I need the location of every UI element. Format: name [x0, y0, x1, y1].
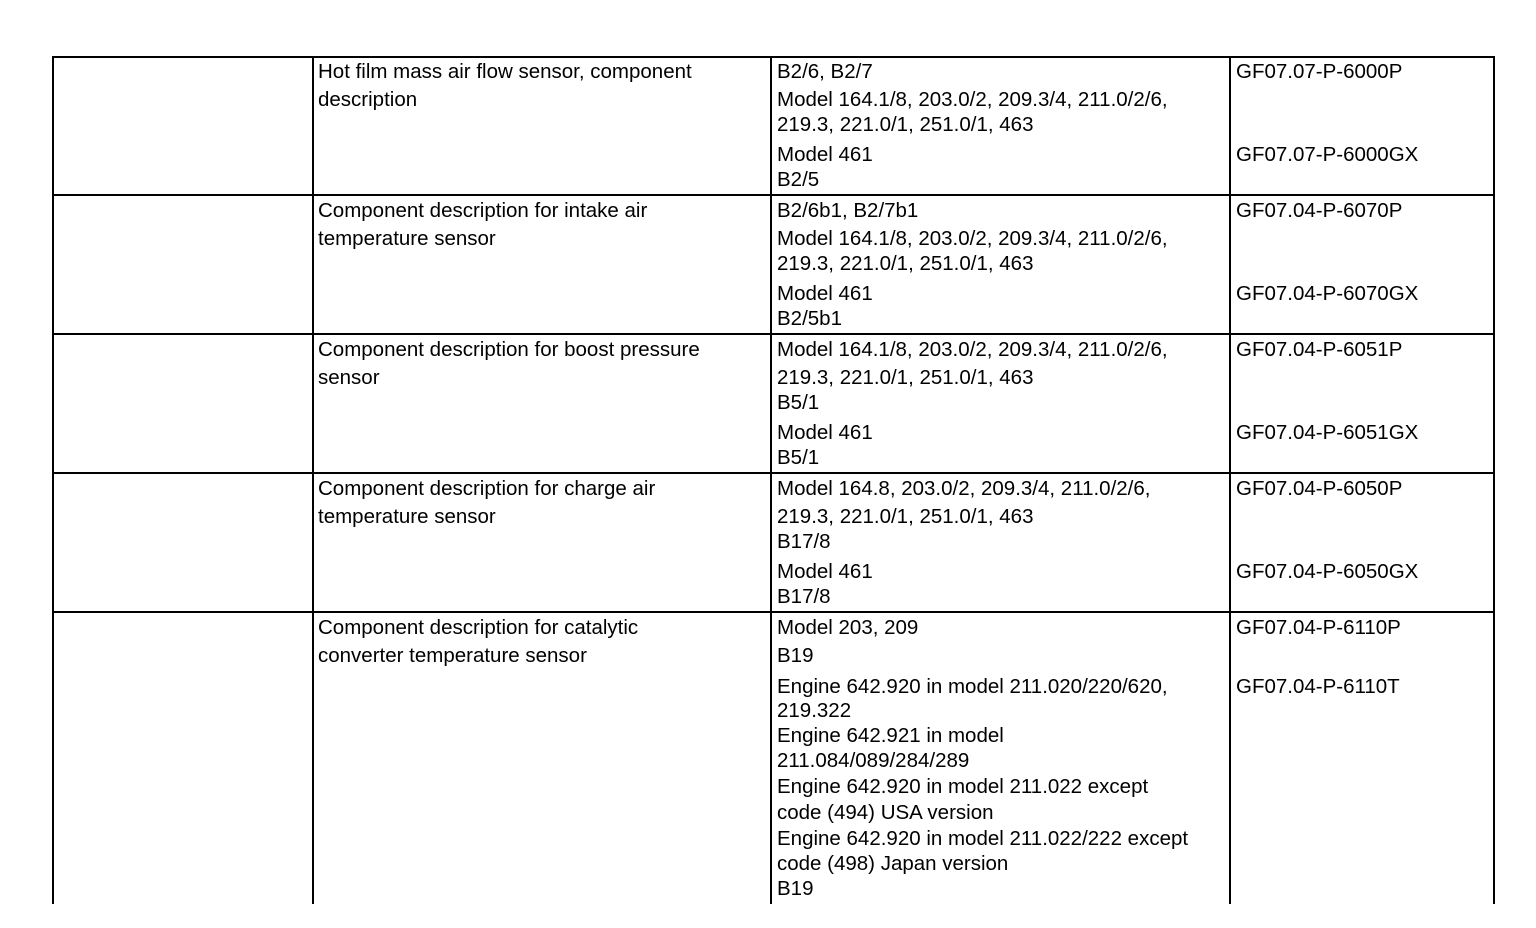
component-name-line: Component description for intake air [318, 199, 648, 222]
applicability-line: code (498) Japan version [777, 852, 1009, 875]
component-name-line: temperature sensor [318, 505, 496, 528]
applicability-line: Model 461 [777, 560, 873, 583]
component-name-line: Hot film mass air flow sensor, component [318, 60, 692, 83]
applicability-line: B2/5 [777, 168, 820, 191]
row-divider-3 [52, 472, 1495, 474]
table-border-left [52, 56, 54, 904]
document-reference: GF07.04-P-6070GX [1236, 282, 1419, 305]
column-divider-1 [312, 56, 314, 904]
column-divider-3 [1229, 56, 1231, 904]
document-reference: GF07.04-P-6110T [1236, 675, 1400, 698]
applicability-line: Model 461 [777, 282, 873, 305]
applicability-line: B17/8 [777, 585, 831, 608]
applicability-line: Model 164.1/8, 203.0/2, 209.3/4, 211.0/2/6, [777, 88, 1168, 111]
applicability-line: B17/8 [777, 530, 831, 553]
component-name-line: Component description for charge air [318, 477, 656, 500]
applicability-line: Model 203, 209 [777, 616, 919, 639]
document-reference: GF07.04-P-6051GX [1236, 421, 1419, 444]
document-reference: GF07.04-P-6070P [1236, 199, 1403, 222]
applicability-line: B5/1 [777, 391, 820, 414]
component-name-line: sensor [318, 366, 380, 389]
applicability-line: Model 164.1/8, 203.0/2, 209.3/4, 211.0/2/6, [777, 227, 1168, 250]
applicability-line: B2/6, B2/7 [777, 60, 873, 83]
column-divider-2 [770, 56, 772, 904]
applicability-line: 219.3, 221.0/1, 251.0/1, 463 [777, 252, 1034, 275]
component-name-line: description [318, 88, 418, 111]
table-border-top [52, 56, 1495, 58]
applicability-line: Model 461 [777, 421, 873, 444]
applicability-line: Model 164.1/8, 203.0/2, 209.3/4, 211.0/2/6, [777, 338, 1168, 361]
document-reference: GF07.07-P-6000P [1236, 60, 1403, 83]
applicability-line: Model 164.8, 203.0/2, 209.3/4, 211.0/2/6, [777, 477, 1151, 500]
row-divider-1 [52, 194, 1495, 196]
applicability-line: Engine 642.920 in model 211.022 except [777, 775, 1149, 798]
applicability-line: B2/5b1 [777, 307, 842, 330]
applicability-line: B5/1 [777, 446, 820, 469]
component-name-line: converter temperature sensor [318, 644, 587, 667]
applicability-line: Engine 642.920 in model 211.020/220/620, [777, 675, 1168, 698]
applicability-line: Model 461 [777, 143, 873, 166]
document-reference: GF07.04-P-6051P [1236, 338, 1403, 361]
applicability-line: 219.3, 221.0/1, 251.0/1, 463 [777, 113, 1034, 136]
applicability-line: 219.322 [777, 699, 852, 722]
component-name-line: Component description for boost pressure [318, 338, 700, 361]
row-divider-2 [52, 333, 1495, 335]
row-divider-4 [52, 611, 1495, 613]
applicability-line: 219.3, 221.0/1, 251.0/1, 463 [777, 505, 1034, 528]
component-name-line: temperature sensor [318, 227, 496, 250]
document-reference: GF07.04-P-6110P [1236, 616, 1401, 639]
document-table [52, 56, 1495, 904]
document-reference: GF07.04-P-6050P [1236, 477, 1403, 500]
applicability-line: Engine 642.920 in model 211.022/222 except [777, 827, 1189, 850]
applicability-line: 211.084/089/284/289 [777, 749, 970, 772]
applicability-line: B19 [777, 877, 814, 900]
applicability-line: B2/6b1, B2/7b1 [777, 199, 919, 222]
applicability-line: 219.3, 221.0/1, 251.0/1, 463 [777, 366, 1034, 389]
document-reference: GF07.07-P-6000GX [1236, 143, 1419, 166]
table-border-right [1493, 56, 1495, 904]
applicability-line: B19 [777, 644, 814, 667]
component-name-line: Component description for catalytic [318, 616, 639, 639]
applicability-line: Engine 642.921 in model [777, 724, 1004, 747]
applicability-line: code (494) USA version [777, 801, 994, 824]
document-reference: GF07.04-P-6050GX [1236, 560, 1419, 583]
